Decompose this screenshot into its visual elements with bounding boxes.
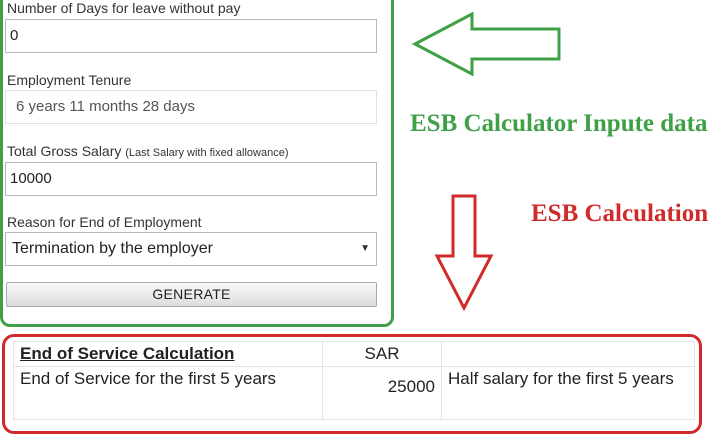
esb-results-table bbox=[13, 341, 695, 420]
reason-selected-value: Termination by the employer bbox=[12, 240, 213, 257]
days-leave-label: Number of Days for leave without pay bbox=[7, 0, 241, 16]
row-note: Half salary for the first 5 years bbox=[442, 367, 695, 420]
arrow-left-icon bbox=[412, 10, 562, 78]
results-heading: End of Service Calculation bbox=[14, 342, 323, 367]
salary-input[interactable]: 10000 bbox=[5, 162, 377, 196]
calc-caption: ESB Calculation bbox=[531, 200, 709, 227]
esb-results-panel bbox=[2, 334, 702, 434]
table-row bbox=[14, 367, 695, 420]
row-amount: 25000 bbox=[323, 367, 442, 420]
salary-hint: (Last Salary with fixed allowance) bbox=[125, 147, 289, 159]
salary-label bbox=[7, 143, 289, 159]
row-label: End of Service for the first 5 years bbox=[14, 367, 323, 420]
reason-label: Reason for End of Employment bbox=[7, 214, 202, 230]
input-caption: ESB Calculator Inpute data bbox=[410, 110, 708, 137]
tenure-label: Employment Tenure bbox=[7, 72, 132, 88]
generate-button[interactable]: GENERATE bbox=[6, 282, 377, 307]
days-leave-input[interactable]: 0 bbox=[5, 19, 377, 53]
reason-select[interactable] bbox=[5, 232, 377, 266]
table-header-row bbox=[14, 342, 695, 367]
salary-label-text: Total Gross Salary bbox=[7, 143, 122, 159]
currency-header: SAR bbox=[323, 342, 442, 367]
tenure-field: 6 years 11 months 28 days bbox=[5, 90, 377, 124]
arrow-down-icon bbox=[434, 193, 494, 311]
chevron-down-icon: ▼ bbox=[360, 243, 370, 254]
notes-header bbox=[442, 342, 695, 367]
